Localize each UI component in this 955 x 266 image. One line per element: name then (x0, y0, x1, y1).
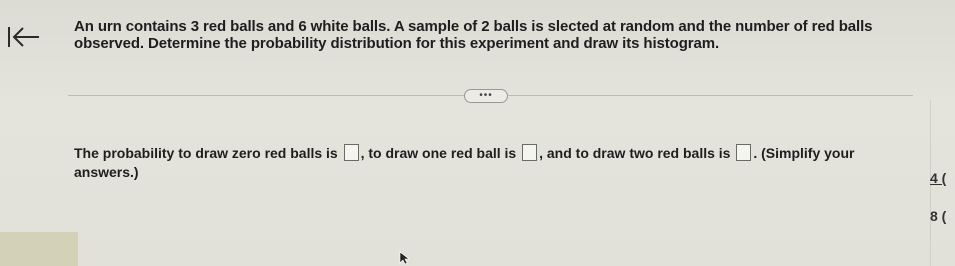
answer-input-one-red[interactable] (522, 144, 537, 161)
answer-text-4: . (Simplify your answers.) (74, 145, 855, 180)
side-item-8[interactable]: 8 ( (930, 208, 947, 224)
answer-input-zero-red[interactable] (344, 144, 359, 161)
answer-text-2: , to draw one red ball is (360, 145, 521, 161)
answer-text-3: , and to draw two red balls is (539, 145, 735, 161)
mouse-pointer-icon (399, 251, 411, 265)
back-button[interactable] (8, 26, 42, 48)
expand-more-button[interactable]: ••• (464, 89, 508, 103)
side-item-4[interactable]: 4 ( (930, 170, 947, 186)
back-to-start-arrow-icon (12, 26, 40, 48)
answer-input-two-red[interactable] (736, 144, 751, 161)
answer-text-1: The probability to draw zero red balls is (74, 145, 342, 161)
answer-prompt (74, 144, 894, 182)
question-text: An urn contains 3 red balls and 6 white balls. A sample of 2 balls is slected at random and the number of red balls observed. Determine the probability distribution for this experiment and draw its histogram. (74, 18, 873, 52)
left-bottom-strip (0, 232, 78, 266)
back-bar (8, 27, 10, 47)
